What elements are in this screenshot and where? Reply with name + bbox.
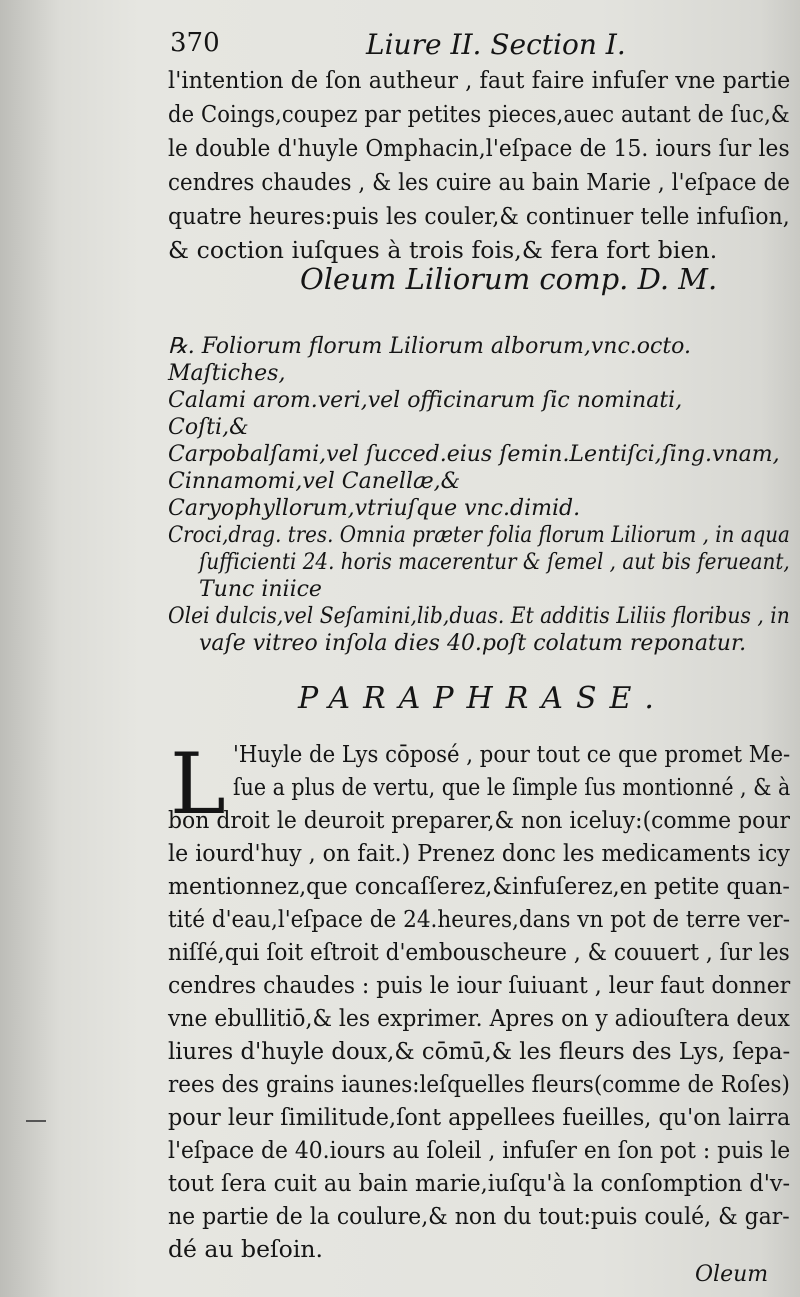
recipe-line: Croci,drag. tres. Omnia præter folia florum Liliorum , in aqua bbox=[168, 523, 790, 548]
recipe-title: Oleum Liliorum comp. D. M. bbox=[300, 262, 718, 296]
recipe-line: Caryophyllorum,vtriuſque vnc.dimid. bbox=[168, 496, 581, 521]
intro-line: cendres chaudes , & les cuire au bain Marie , l'eſpace de bbox=[168, 168, 791, 196]
recipe-line: vaſe vitreo inſola dies 40.poſt colatum reponatur. bbox=[199, 631, 747, 656]
paraphrase-line: niſſé,qui ſoit eſtroit d'embouscheure , & couuert , ſur les bbox=[168, 938, 790, 966]
paraphrase-line: le iourd'huy , on fait.) Prenez donc les medicaments icy bbox=[168, 839, 790, 867]
recipe-line: ſufficienti 24. horis macerentur & ſemel , aut bis ferueant, bbox=[199, 550, 790, 575]
intro-line: de Coings,coupez par petites pieces,auec autant de ſuc,& bbox=[168, 100, 790, 128]
recipe-line: Tunc iniice bbox=[199, 577, 322, 602]
paraphrase-line: liures d'huyle doux,& cōmū,& les fleurs des Lys, ſepa- bbox=[168, 1037, 791, 1065]
paraphrase-line: l'eſpace de 40.iours au ſoleil , infuſer en ſon pot : puis le bbox=[168, 1136, 791, 1164]
paraphrase-line: ne partie de la coulure,& non du tout:puis coulé, & gar- bbox=[168, 1202, 790, 1230]
intro-line: quatre heures:puis les couler,& continuer telle infuſion, bbox=[168, 202, 790, 230]
paraphrase-line: bon droit le deuroit preparer,& non iceluy:(comme pour bbox=[168, 806, 790, 834]
recipe-line: Calami arom.veri,vel officinarum ſic nominati, bbox=[168, 388, 683, 413]
recipe-line: Carpobalſami,vel ſucced.eius ſemin.Lentiſci,ſing.vnam, bbox=[168, 442, 780, 467]
recipe-line: Olei dulcis,vel Seſamini,lib,duas. Et additis Liliis floribus , in bbox=[168, 604, 790, 629]
intro-line: le double d'huyle Omphacin,l'eſpace de 15. iours ſur les bbox=[168, 134, 790, 162]
paraphrase-line: tité d'eau,l'eſpace de 24.heures,dans vn pot de terre ver- bbox=[168, 905, 791, 933]
recipe-line: Cinnamomi,vel Canellæ,& bbox=[168, 469, 461, 494]
paraphrase-line: 'Huyle de Lys cōposé , pour tout ce que promet Me- bbox=[233, 740, 791, 768]
paraphrase-line: ſue a plus de vertu, que le ſimple ſus montionné , & à bbox=[233, 773, 791, 801]
catchword: Oleum bbox=[695, 1262, 769, 1287]
running-head: Liure II. Section I. bbox=[366, 28, 626, 61]
paraphrase-line: dé au beſoin. bbox=[168, 1235, 323, 1263]
paraphrase-line: vne ebullitiō,& les exprimer. Apres on y adiouſtera deux bbox=[168, 1004, 790, 1032]
paraphrase-line: rees des grains iaunes:leſquelles fleurs(comme de Roſes) bbox=[168, 1070, 790, 1098]
margin-mark bbox=[26, 1120, 46, 1122]
intro-line: & coction iuſques à trois fois,& fera fort bien. bbox=[168, 236, 718, 264]
paraphrase-line: cendres chaudes : puis le iour ſuiuant , leur faut donner bbox=[168, 971, 791, 999]
paraphrase-line: tout ſera cuit au bain marie,iuſqu'à la conſomption d'v- bbox=[168, 1169, 791, 1197]
recipe-line: Maſtiches, bbox=[168, 361, 286, 386]
paraphrase-title: PARAPHRASE. bbox=[298, 681, 667, 716]
drop-cap: L bbox=[170, 735, 226, 833]
page-number: 370 bbox=[170, 28, 220, 58]
recipe-line: ℞. Foliorum florum Liliorum alborum,vnc.octo. bbox=[168, 334, 692, 359]
paraphrase-line: pour leur ſimilitude,ſont appellees fueilles, qu'on lairra bbox=[168, 1103, 791, 1131]
paraphrase-line: mentionnez,que concaſſerez,&infuſerez,en petite quan- bbox=[168, 872, 790, 900]
intro-line: l'intention de ſon autheur , faut faire infuſer vne partie bbox=[168, 66, 791, 94]
recipe-line: Coſti,& bbox=[168, 415, 249, 440]
